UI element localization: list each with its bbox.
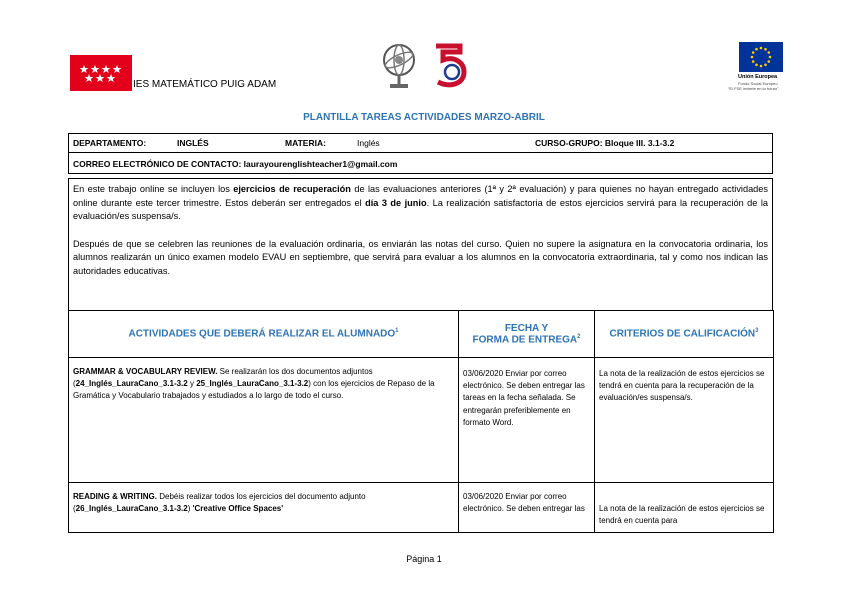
table-row — [69, 483, 774, 533]
table-row — [69, 358, 774, 483]
contact-email: CORREO ELECTRÓNICO DE CONTACTO: laurayourenglishteacher1@gmail.com — [73, 159, 398, 169]
delivery-cell: 03/06/2020 Enviar por correo electrónico. Se deben entregar las tareas en la fecha señalada. Se entregarán preferiblemente en formato Word. — [459, 358, 595, 483]
subject-label: MATERIA: — [285, 138, 326, 148]
intro-paragraph-2: Después de que se celebren las reuniones de la evaluación ordinaria, os enviarán las notas del curso. Quien no supere la asignatura en la convocatoria ordinaria, los alumnos realizarán un único examen modelo EVAU en septiembre, que servirá para evaluar a los alumnos en la convocatoria extraordinaria, tal y como nos indican las autoridades educativas. — [73, 238, 768, 276]
eu-fund-line1: Fondo Social Europeo — [738, 81, 778, 86]
intro-paragraph-1: En este trabajo online se incluyen los ejercicios de recuperación de las evaluaciones anteriores (1ª y 2ª evaluación) y para quienes no hayan entregado actividades online durante este tercer trimestre. Estos deberán ser entregados el día 3 de junio. La realización satisfactoria de estos ejercicios servirá para la recuperación de la evaluación/es suspensa/s. — [73, 184, 768, 222]
course-group: CURSO-GRUPO: Bloque III. 3.1-3.2 — [535, 138, 675, 148]
document-title: PLANTILLA TAREAS ACTIVIDADES MARZO-ABRIL — [303, 112, 545, 123]
subject-value: Inglés — [357, 138, 380, 148]
eu-label: Unión Europea — [738, 74, 778, 80]
activity-cell: READING & WRITING. Debéis realizar todos los ejercicios del documento adjunto (26_Inglés_LauraCano_3.1-3.2) 'Creative Office Spaces' — [69, 483, 459, 533]
activity-cell: GRAMMAR & VOCABULARY REVIEW. Se realizarán los dos documentos adjuntos (24_Inglés_LauraCano_3.1-3.2 y 25_Inglés_LauraCano_3.1-3.2) con los ejercicios de Repaso de la Gramática y Vocabulario trabajados y estudiados a lo largo de todo el curso. — [69, 358, 459, 483]
col-criteria-header: CRITERIOS DE CALIFICACIÓN$^3$ — [595, 311, 774, 358]
delivery-cell: 03/06/2020 Enviar por correo electrónico. Se deben entregar las — [459, 483, 595, 533]
info-row-department — [68, 133, 773, 152]
criteria-cell: La nota de la realización de estos ejercicios se tendrá en cuenta para la recuperación de la evaluación/es suspensa/s. — [595, 358, 774, 483]
eu-flag-logo — [739, 42, 783, 72]
department-label: DEPARTAMENTO: — [73, 138, 147, 148]
page-number: Página 1 — [406, 554, 442, 564]
eu-fund-line2: "El FSE invierte en tu futuro" — [728, 86, 779, 91]
comunidad-madrid-flag-logo — [70, 55, 132, 91]
activities-table — [68, 310, 774, 533]
anniversary-logo — [430, 42, 470, 90]
info-row-contact — [68, 152, 773, 174]
armillary-sphere-icon — [378, 40, 420, 92]
col-activities-header: ACTIVIDADES QUE DEBERÁ REALIZAR EL ALUMNADO$^1$ — [69, 311, 459, 358]
col-delivery-header: FECHA Y FORMA DE ENTREGA$^2$ — [459, 311, 595, 358]
criteria-cell: La nota de la realización de estos ejercicios se tendrá en cuenta para — [595, 483, 774, 533]
table-header-row — [69, 311, 774, 358]
school-name: IES MATEMÁTICO PUIG ADAM — [133, 79, 277, 90]
intro-section — [68, 178, 773, 310]
department-value: INGLÉS — [177, 138, 209, 148]
